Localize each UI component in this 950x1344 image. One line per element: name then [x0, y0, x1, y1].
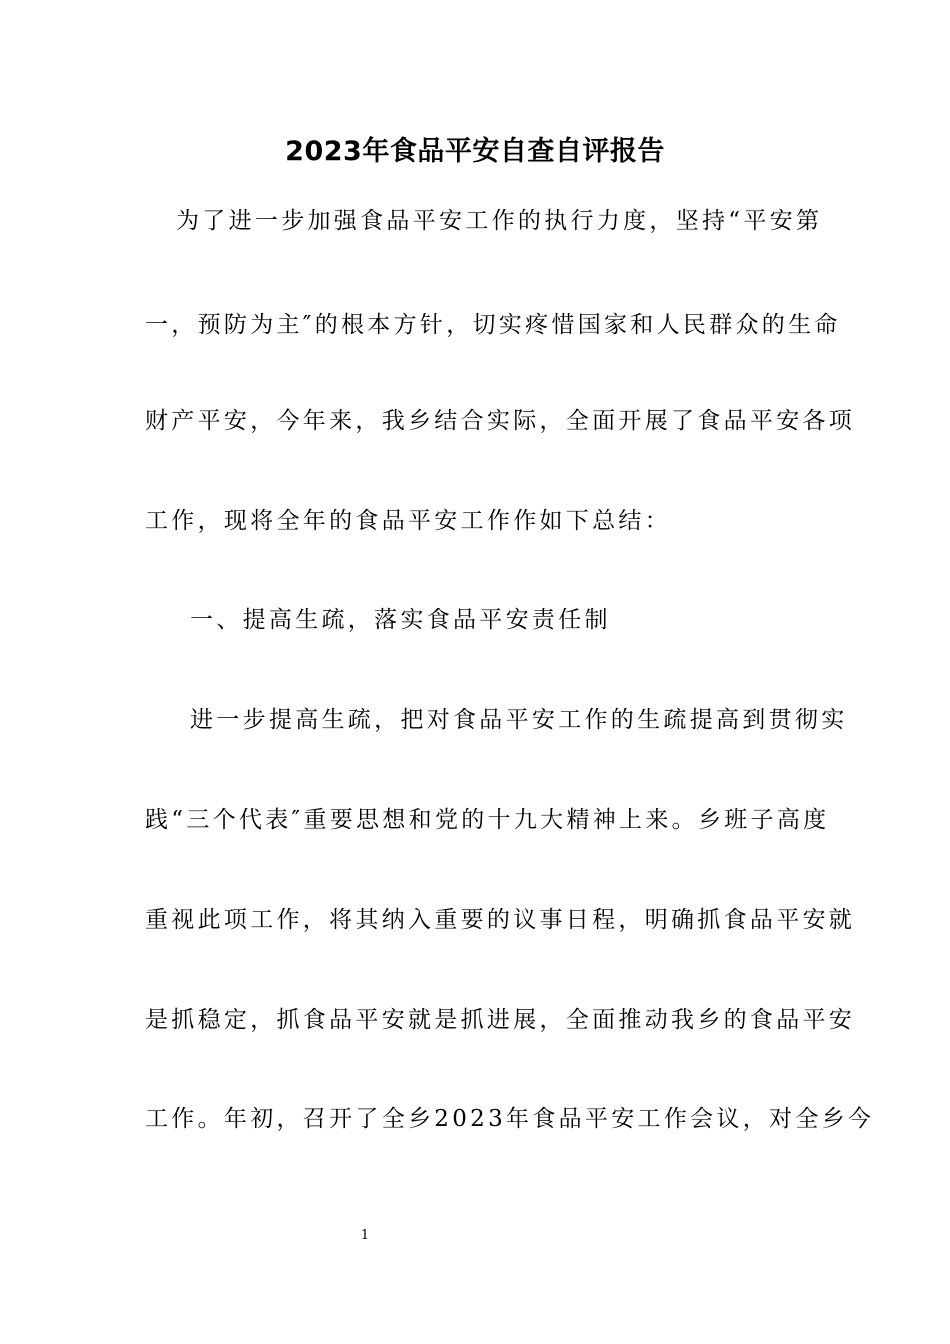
paragraph-line-9: 工作。年初，召开了全乡2023年食品平安工作会议，对全乡今 [145, 1106, 875, 1132]
document-title: 2023年食品平安自查自评报告 [285, 136, 665, 167]
paragraph-line-3: 财产平安，今年来，我乡结合实际，全面开展了食品平安各项 [145, 408, 856, 434]
page-number: 1 [360, 1228, 370, 1243]
paragraph-line-6: 践“三个代表″重要思想和党的十九大精神上来。乡班子高度 [145, 807, 830, 833]
paragraph-line-4: 工作，现将全年的食品平安工作作如下总结： [145, 508, 671, 534]
paragraph-line-5: 进一步提高生疏，把对食品平安工作的生疏提高到贯彻实 [190, 707, 848, 733]
section-heading-1: 一、提高生疏，落实食品平安责任制 [190, 607, 611, 633]
paragraph-line-2: 一，预防为主″的根本方针，切实疼惜国家和人民群众的生命 [145, 312, 841, 338]
paragraph-line-8: 是抓稳定，抓食品平安就是抓进展，全面推动我乡的食品平安 [145, 1007, 856, 1033]
paragraph-line-7: 重视此项工作，将其纳入重要的议事日程，明确抓食品平安就 [145, 907, 856, 933]
paragraph-line-1: 为了进一步加强食品平安工作的执行力度，坚持“平安第 [176, 208, 823, 234]
